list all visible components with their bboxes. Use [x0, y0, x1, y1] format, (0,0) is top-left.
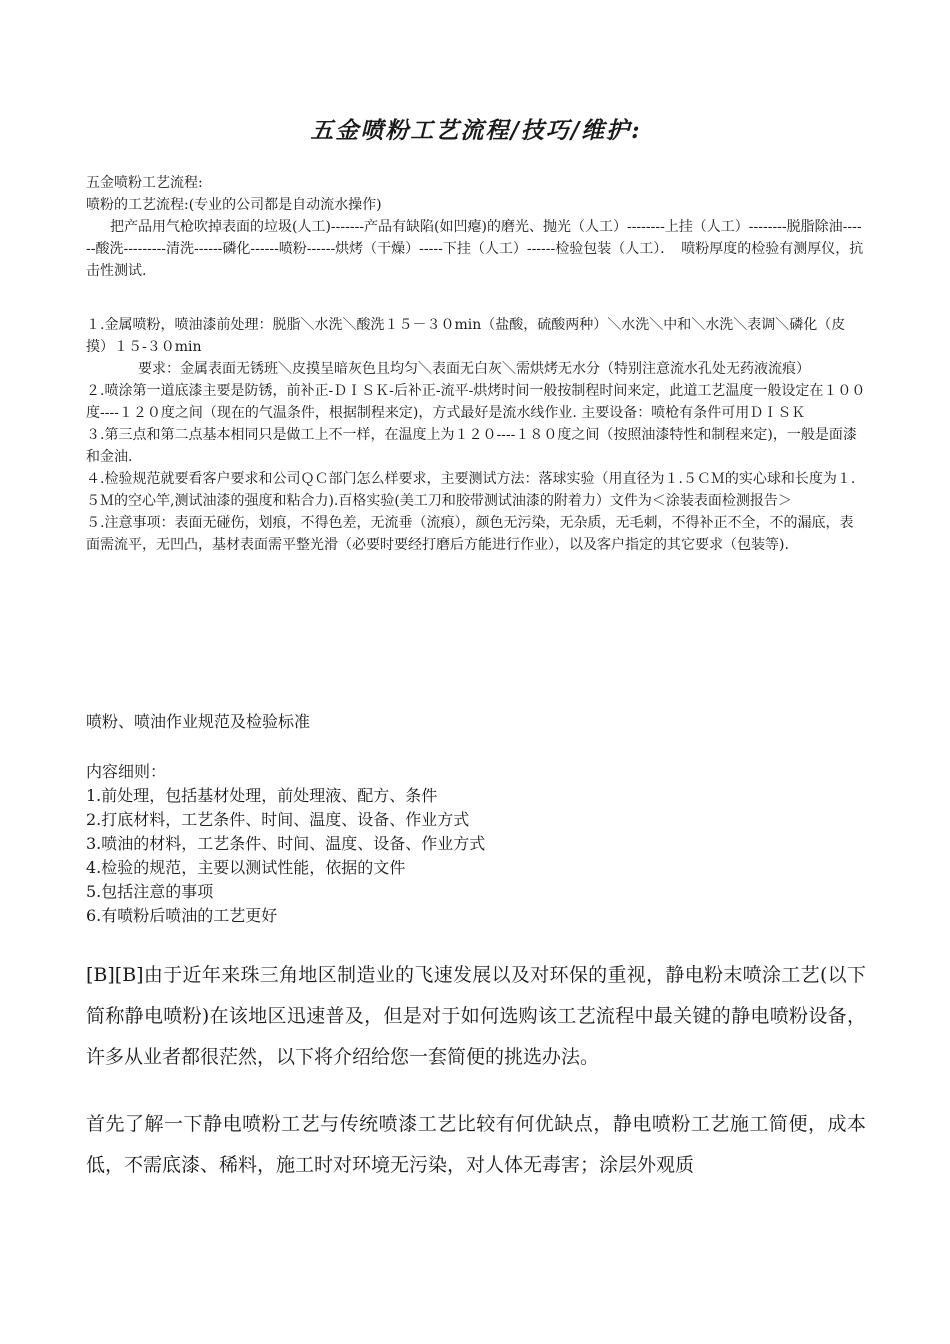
list-item: 2.打底材料，工艺条件、时间、温度、设备、作业方式	[86, 810, 470, 829]
standards-heading: 喷粉、喷油作业规范及检验标准	[86, 712, 311, 731]
item-4: ４.检验规范就要看客户要求和公司ＱＣ部门怎么样要求，主要测试方法：落球实验（用直径为１.５ＣＭ的实心球和长度为１.５Ｍ的空心竿,测试油漆的强度和粘合力).百格实验(美工刀和胶带测试油漆的附着力）文件为＜涂装表面检测报告＞	[86, 471, 856, 509]
items-section	[86, 314, 866, 556]
paragraph-1: [B][B]由于近年来珠三角地区制造业的飞速发展以及对环保的重视，静电粉末喷涂工艺(以下简称静电喷粉)在该地区迅速普及，但是对于如何选购该工艺流程中最关键的静电喷粉设备，许多从业者都很茫然，以下将介绍给您一套简便的挑选办法。	[86, 964, 866, 1068]
list-item: 5.包括注意的事项	[86, 882, 214, 901]
item-1: １.金属喷粉，喷油漆前处理：脱脂＼水洗＼酸洗１５－３０min（盐酸，硫酸两种）＼水洗＼中和＼水洗＼表调＼磷化（皮摸）１５-３０min	[86, 317, 846, 355]
intro-line-1: 五金喷粉工艺流程:	[86, 175, 203, 191]
list-item: 4.检验的规范，主要以测试性能，依据的文件	[86, 858, 406, 877]
intro-line-2: 喷粉的工艺流程:(专业的公司都是自动流水操作)	[86, 197, 382, 213]
item-1-requirements: 要求：金属表面无锈班＼皮摸呈暗灰色且均匀＼表面无白灰＼需烘烤无水分（特别注意流水孔处无药液流痕）	[138, 361, 810, 377]
details-section	[86, 760, 866, 928]
item-2: ２.喷涂第一道底漆主要是防锈，前补正-ＤＩＳＫ-后补正-流平-烘烤时间一般按制程时间来定，此道工艺温度一般设定在１００度----１２０度之间（现在的气温条件，根据制程来定)，方式最好是流水线作业. 主要设备：喷枪有条件可用ＤＩＳＫ	[86, 383, 866, 421]
list-item: 3.喷油的材料，工艺条件、时间、温度、设备、作业方式	[86, 834, 486, 853]
list-item: 1.前处理，包括基材处理，前处理液、配方、条件	[86, 786, 438, 805]
paragraph-2: 首先了解一下静电喷粉工艺与传统喷漆工艺比较有何优缺点，静电喷粉工艺施工简便，成本低，不需底漆、稀料，施工时对环境无污染，对人体无毒害；涂层外观质	[86, 1113, 866, 1176]
list-item: 6.有喷粉后喷油的工艺更好	[86, 906, 278, 925]
details-heading: 内容细则：	[86, 762, 167, 781]
item-3: ３.第三点和第二点基本相同只是做工上不一样，在温度上为１２０----１８０度之间（按照油漆特性和制程来定)，一般是面漆和金油.	[86, 427, 857, 465]
intro-section	[86, 172, 866, 282]
document-title: 五金喷粉工艺流程/技巧/维护:	[310, 117, 642, 144]
item-5: ５.注意事项：表面无碰伤，划痕，不得色差，无流垂（流痕），颜色无污染，无杂质，无毛刺，不得补正不全，不的漏底，表面需流平，无凹凸，基材表面需平整光滑（必要时要经打磨后方能进行作业），以及客户指定的其它要求（包装等).	[86, 515, 854, 553]
process-flow: 把产品用气枪吹掉表面的垃圾(人工)-------产品有缺陷(如凹瘪)的磨光、抛光（人工）--------上挂（人工）--------脱脂除油------酸洗---------清洗------磷化------喷粉------烘烤（干燥）-----下挂（人工）------检验包装（人工）． 喷粉厚度的检验有测厚仪，抗击性测试.	[86, 219, 864, 279]
